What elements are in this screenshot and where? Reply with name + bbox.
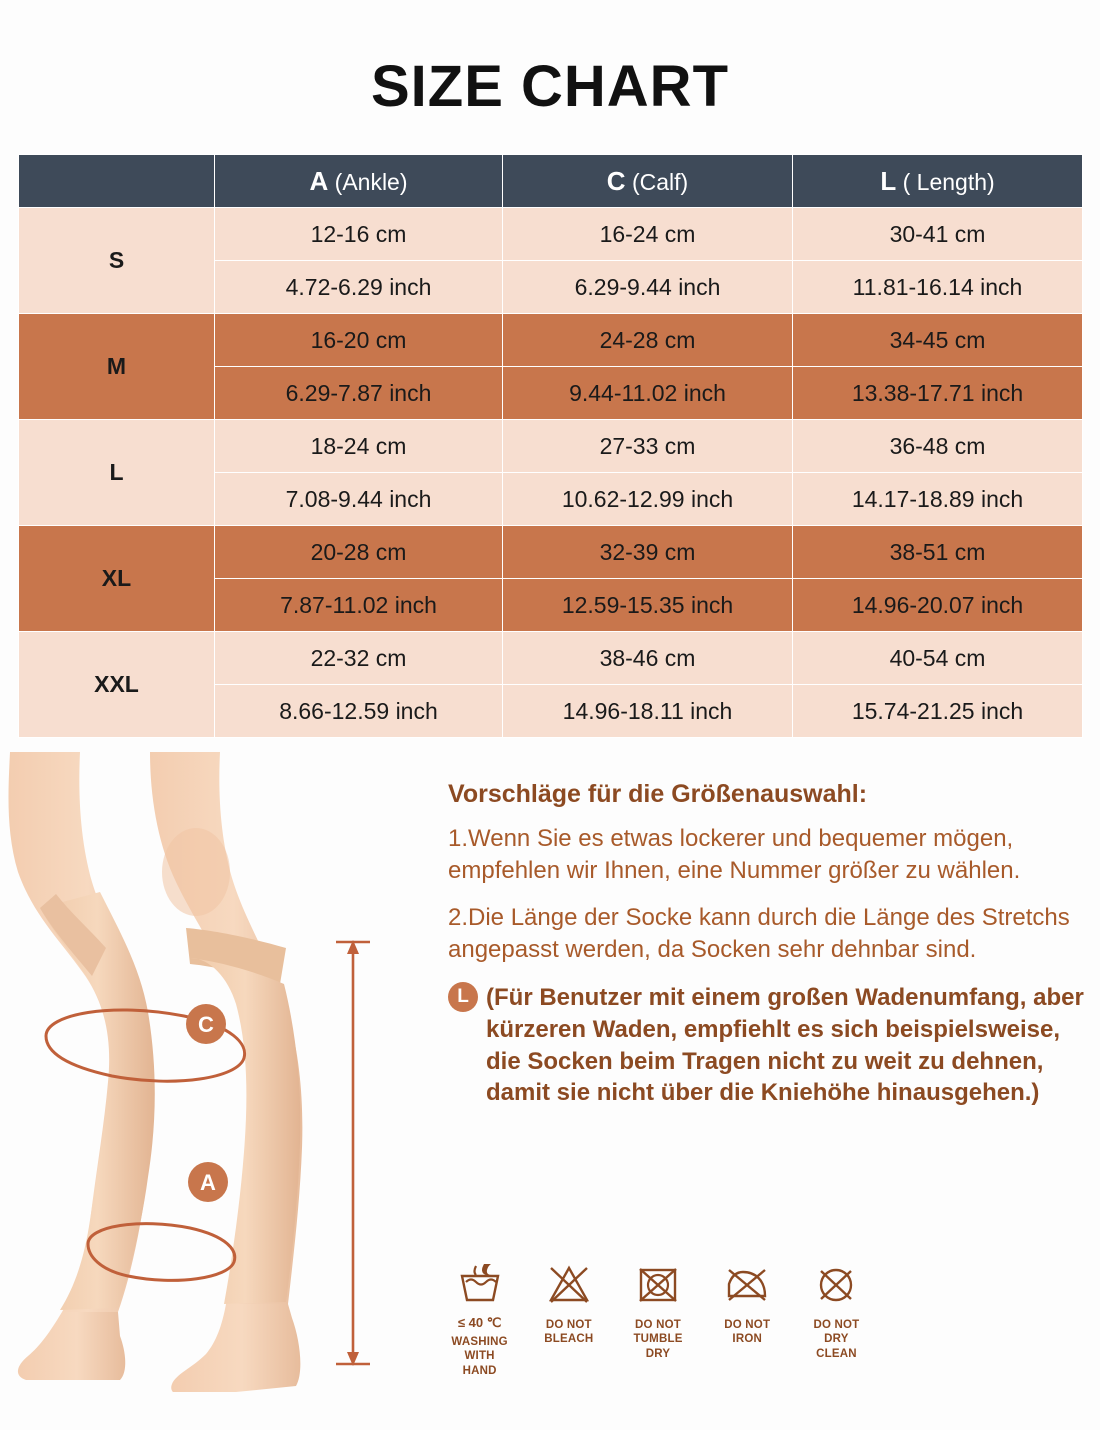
length-measure-arrow [336,940,370,1366]
care-caption-no-iron: DO NOT IRON [724,1319,771,1346]
cell-s-calf-inch: 6.29-9.44 inch [503,261,793,314]
cell-l-calf-cm: 27-33 cm [503,420,793,473]
cell-s-length-inch: 11.81-16.14 inch [793,261,1083,314]
cell-xl-calf-inch: 12.59-15.35 inch [503,579,793,632]
table-row [19,526,1083,579]
size-label-s: S [19,208,215,314]
calf-badge-label: C [198,1012,214,1037]
do-not-bleach-icon [537,1252,600,1314]
cell-m-length-inch: 13.38-17.71 inch [793,367,1083,420]
cell-l-calf-inch: 10.62-12.99 inch [503,473,793,526]
cell-m-ankle-inch: 6.29-7.87 inch [215,367,503,420]
length-badge: L [448,982,478,1012]
sizing-notes [448,780,1084,1109]
header-letter-a: A [309,165,329,196]
table-header-calf [503,155,793,208]
header-letter-c: C [606,165,626,196]
cell-xxl-calf-cm: 38-46 cm [503,632,793,685]
cell-s-ankle-cm: 12-16 cm [215,208,503,261]
note-3: (Für Benutzer mit einem großen Wadenumfang, aber kürzeren Waden, empfiehlt es sich beispielsweise, die Socken beim Tragen nicht zu weit zu dehnen, damit sie nicht über die Kniehöhe hinausgehen.) [486,983,1084,1107]
cell-m-length-cm: 34-45 cm [793,314,1083,367]
page-title: SIZE CHART [371,54,729,119]
care-item-no-bleach [537,1252,600,1378]
table-header-corner [19,155,215,208]
cell-l-length-inch: 14.17-18.89 inch [793,473,1083,526]
cell-m-ankle-cm: 16-20 cm [215,314,503,367]
cell-s-length-cm: 30-41 cm [793,208,1083,261]
cell-xxl-length-inch: 15.74-21.25 inch [793,685,1083,738]
size-label-xxl: XXL [19,632,215,738]
table-header [19,155,1083,208]
size-label-xl: XL [19,526,215,632]
cell-xl-length-inch: 14.96-20.07 inch [793,579,1083,632]
table-row [19,314,1083,367]
notes-heading: Vorschläge für die Größenauswahl: [448,780,868,808]
header-text-a: (Ankle) [328,168,408,195]
cell-xl-length-cm: 38-51 cm [793,526,1083,579]
cell-l-ankle-inch: 7.08-9.44 inch [215,473,503,526]
care-caption-no-bleach: DO NOT BLEACH [544,1319,594,1346]
note-2: 2.Die Länge der Socke kann durch die Länge des Stretchs angepasst werden, da Socken sehr dehnbar sind. [448,904,1070,964]
care-item-no-iron [716,1252,779,1378]
table-row [19,632,1083,685]
size-label-m: M [19,314,215,420]
cell-m-calf-inch: 9.44-11.02 inch [503,367,793,420]
table-row [19,208,1083,261]
size-table [18,154,1083,738]
care-caption-hand-wash: WASHING WITH HAND [451,1336,508,1377]
do-not-iron-icon [716,1252,779,1314]
table-row [19,420,1083,473]
header-text-l: ( Length) [896,168,995,195]
ankle-badge-label: A [200,1170,216,1195]
table-header-length [793,155,1083,208]
cell-s-ankle-inch: 4.72-6.29 inch [215,261,503,314]
cell-xl-calf-cm: 32-39 cm [503,526,793,579]
bottom-section [0,752,1100,1392]
care-instructions [448,1252,868,1378]
cell-m-calf-cm: 24-28 cm [503,314,793,367]
cell-xxl-length-cm: 40-54 cm [793,632,1083,685]
do-not-tumble-dry-icon [626,1252,689,1314]
care-caption-no-dry-clean: DO NOT DRY CLEAN [813,1319,860,1360]
note-1: 1.Wenn Sie es etwas lockerer und bequemer mögen, empfehlen wir Ihnen, eine Nummer größer zu wählen. [448,825,1021,884]
table-header-row [19,155,1083,208]
size-label-l: L [19,420,215,526]
care-caption-no-tumble-dry: DO NOT TUMBLE DRY [633,1319,683,1360]
wash-temperature: ≤ 40 ℃ [457,1315,502,1330]
size-table-container [18,154,1082,738]
hand-wash-icon [448,1252,511,1314]
cell-xxl-calf-inch: 14.96-18.11 inch [503,685,793,738]
cell-l-length-cm: 36-48 cm [793,420,1083,473]
cell-xxl-ankle-inch: 8.66-12.59 inch [215,685,503,738]
table-header-ankle [215,155,503,208]
cell-xl-ankle-cm: 20-28 cm [215,526,503,579]
cell-s-calf-cm: 16-24 cm [503,208,793,261]
care-item-no-tumble-dry [626,1252,689,1378]
note-3-wrapper [448,982,1084,1110]
care-item-hand-wash [448,1252,511,1378]
cell-l-ankle-cm: 18-24 cm [215,420,503,473]
do-not-dry-clean-icon [805,1252,868,1314]
header-text-c: (Calf) [625,168,689,195]
table-body [19,208,1083,738]
cell-xl-ankle-inch: 7.87-11.02 inch [215,579,503,632]
leg-illustration [0,752,420,1392]
cell-xxl-ankle-cm: 22-32 cm [215,632,503,685]
care-item-no-dry-clean [805,1252,868,1378]
back-leg [8,752,154,1380]
header-letter-l: L [880,165,897,196]
